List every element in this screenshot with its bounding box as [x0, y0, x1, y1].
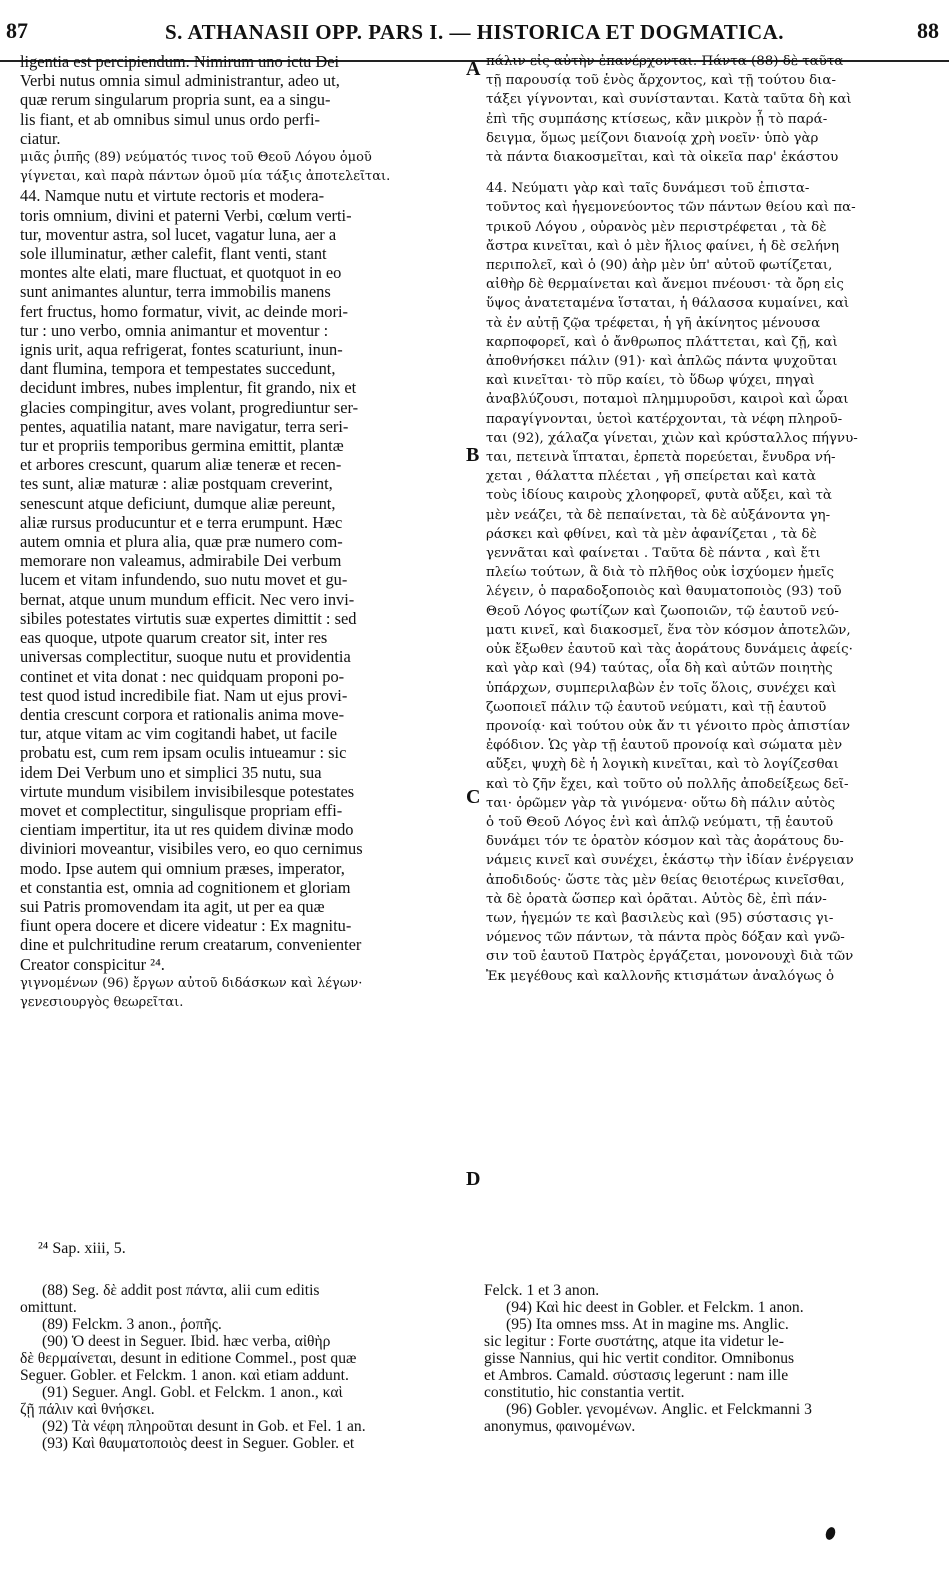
latin-line: sunt animantes aluntur, terra immobilis manens [20, 282, 331, 302]
greek-line: τὰ πάντα διακοσμεῖται, καὶ τὰ οἰκεῖα παρ' ἑκάστου [486, 150, 839, 166]
latin-line: tur, moventur astra, sol lucet, vagatur luna, aer a [20, 224, 337, 244]
ink-blot [824, 1526, 837, 1541]
apparatus-note: (94) Καὶ hic deest in Gobler. et Felckm. 1 anon. [506, 1299, 804, 1316]
margin-letter-a: A [466, 58, 481, 80]
latin-line: tes sunt, aliæ maturæ : aliæ postquam creverint, [20, 474, 333, 494]
latin-line: aliæ rursus producuntur et e terra erumpunt. Hæc [20, 512, 343, 532]
margin-letter-b: B [466, 444, 480, 466]
greek-line: τρικοῦ Λόγου , οὐρανὸς μὲν περιστρέφεται , τὰ δὲ [486, 219, 827, 235]
apparatus-note-cont: Seguer. Gobler. et Felckm. 1 anon. καὶ etiam addunt. [20, 1367, 349, 1384]
greek-line: ματι κινεῖ, καὶ διακοσμεῖ, ἕνα τὸν κόσμον ἀποτελῶν, [486, 622, 851, 638]
greek-line: ται, πετεινὰ ἵπταται, ἑρπετὰ πορεύεται, ἔνυδρα νή- [486, 450, 836, 466]
greek-line: λέγειν, ὁ παραδοξοποιὸς καὶ θαυματοποιὸς (93) τοῦ [486, 584, 842, 600]
latin-line: dentia crescunt corpora et rationalis anima move- [20, 704, 345, 724]
latin-column [20, 52, 466, 1012]
latin-line: diviniori moveantur, visibiles vero, eo quo cernimus [20, 839, 363, 859]
greek-line: καρποφορεῖ, καὶ ὁ ἄνθρωπος πλάττεται, καὶ ζῇ, καὶ [486, 334, 838, 350]
greek-line: ὁ τοῦ Θεοῦ Λόγος ἑνὶ καὶ ἁπλῷ νεύματι, τῇ ἑαυτοῦ [486, 814, 834, 830]
greek-line: ἀποθνήσκει πάλιν (91)· καὶ ἁπλῶς πάντα ψυχοῦται [486, 354, 838, 370]
greek-line: νάμεις κινεῖ καὶ συνέχει, ἑκάστῳ τὴν ἰδίαν ἐνέργειαν [486, 853, 854, 869]
greek-line: ἀποδιδούς· ὥστε τὰς μὲν θείας θειοτέρως κινεῖσθαι, [486, 872, 845, 888]
greek-line: τὰ ἐν αὐτῇ ζῷα τρέφεται, ἡ γῆ ἀκίνητος μένουσα [486, 315, 821, 331]
latin-line: dant flumina, tempora et tempestates succedunt, [20, 359, 336, 379]
latin-line: toris omnium, divini et paterni Verbi, cœlum verti- [20, 205, 352, 225]
greek-line: 44. Νεύματι γὰρ καὶ ταῖς δυνάμεσι τοῦ ἐπιστα- [486, 181, 810, 197]
latin-line: ciatur. [20, 128, 61, 148]
running-title: S. ATHANASII OPP. PARS I. — HISTORICA ET DOGMATICA. [164, 20, 785, 44]
apparatus-note: Felck. 1 et 3 anon. [484, 1282, 600, 1299]
latin-line: tur, atque vitam ac vim cogitandi habet, ut facile [20, 724, 338, 744]
latin-line: test quod istud incredibile fiat. Nam ut ejus provi- [20, 685, 348, 705]
greek-line: τῇ παρουσίᾳ τοῦ ἑνὸς ἄρχοντος, καὶ τῇ τούτου δια- [486, 73, 836, 89]
greek-line: ἄστρα κινεῖται, καὶ ὁ μὲν ἥλιος φαίνει, ἡ δὲ σελήνη [486, 238, 840, 254]
latin-line: senescunt atque deficiunt, dumque aliæ pereunt, [20, 493, 336, 513]
apparatus-note: (90) Ὁ deest in Seguer. Ibid. hæc verba, αἰθὴρ [42, 1333, 331, 1350]
right-page-number: 88 [917, 18, 939, 43]
latin-line: fiunt opera docere et dicere videatur : Ex magnitu- [20, 916, 352, 936]
latin-line: lis fiant, et ab omnibus simul unus ordo perfi- [20, 109, 321, 129]
greek-line: Ἐκ μεγέθους καὶ καλλονῆς κτισμάτων ἀναλόγως ὁ [486, 968, 835, 984]
latin-line: bernat, atque unum mundum efficit. Nec vero invi- [20, 589, 355, 609]
apparatus-note: (88) Seg. δὲ addit post πάντα, alii cum editis [42, 1282, 320, 1299]
latin-line: dine et pulchritudine rerum creatarum, convenienter [20, 935, 362, 955]
greek-line: μιᾶς ῥιπῆς (89) νεύματός τινος τοῦ Θεοῦ Λόγου ὁμοῦ [20, 150, 372, 166]
latin-line: fert fructus, homo formatur, vivit, ac deinde mori- [20, 301, 348, 321]
greek-line: τοὺς ἰδίους καιροὺς χλοηφορεῖ, φυτὰ αὔξει, καὶ τὰ [486, 488, 832, 504]
greek-line: καὶ κινεῖται· τὸ πῦρ καίει, τὸ ὕδωρ ψύχει, πηγαὶ [486, 373, 815, 389]
greek-line: προνοίᾳ· καὶ τούτου οὐκ ἄν τι γένοιτο πρὸς ἀπιστίαν [486, 718, 851, 734]
greek-line: γίγνεται, καὶ παρὰ πάντων ὁμοῦ μία τάξις ἀποτελεῖται. [20, 169, 391, 185]
latin-line: probatu est, cum rem ipsam oculis intueamur : sic [20, 743, 347, 763]
apparatus-note-cont: gisse Nannius, qui hic vertit conditor. Omnibonus [484, 1350, 795, 1367]
latin-line: montes alte elati, mare fluctuat, et quotquot in eo [20, 263, 342, 283]
latin-line: modo. Ipse autem qui omnium præses, imperator, [20, 858, 345, 878]
greek-line: αὔξει, ψυχὴ δὲ ἡ λογικὴ κινεῖται, καὶ τὸ λογίζεσθαι [486, 757, 839, 773]
apparatus-note-cont: omittunt. [20, 1299, 77, 1316]
greek-line: πάλιν εἰς αὐτὴν ἐπανέρχονται. Πάντα (88) δὲ ταῦτα [486, 54, 844, 69]
latin-line: pentes, aquatilia natant, mare navigatur, terra seri- [20, 416, 349, 436]
greek-line: ὑπάρχων, συμπεριλαβὼν ἐν τοῖς ὅλοις, συνέχει καὶ [486, 680, 837, 696]
apparatus-note-cont: anonymus, φαινομένων. [484, 1418, 636, 1435]
greek-line: περιπολεῖ, καὶ ὁ (90) ἀὴρ μὲν ὑπ' αὐτοῦ φωτίζεται, [486, 258, 833, 274]
greek-line: πλείω τούτων, ἃ διὰ τὸ πλῆθος οὐκ ἰσχύομεν ἡμεῖς [486, 565, 835, 581]
latin-line: tur : uno verbo, omnia animantur et moventur : [20, 320, 329, 340]
latin-line: Verbi nutus omnia simul administrantur, adeo ut, [20, 71, 340, 91]
greek-line: γενεσιουργὸς θεωρεῖται. [20, 994, 184, 1010]
greek-line: ται· ὁρῶμεν γὰρ τὰ γινόμενα· οὕτω δὴ πάλιν αὐτὸς [486, 795, 836, 811]
margin-letter-d: D [466, 1168, 481, 1190]
greek-line: ἐφόδιον. Ὡς γὰρ τῇ ἑαυτοῦ προνοίᾳ καὶ σώματα μὲν [486, 738, 843, 754]
apparatus-note: (91) Seguer. Angl. Gobl. et Felckm. 1 anon., καὶ [42, 1384, 343, 1401]
latin-line: et arbores crescunt, quarum aliæ teneræ et recen- [20, 455, 342, 475]
latin-line: virtute mundum visibilem invisibilesque potestates [20, 781, 355, 801]
greek-line: ὕψος ἀνατεταμένα ἵσταται, ἡ θάλασσα κυμαίνει, καὶ [486, 296, 850, 312]
greek-line: ἀναβλύζουσι, ποταμοὶ πλημμυροῦσι, καιροὶ καὶ ὧραι [486, 392, 849, 408]
greek-line: ράσκει καὶ φθίνει, καὶ τὰ μὲν ἀφανίζεται , τὰ δὲ [486, 526, 817, 542]
greek-line: τάξει γίγνονται, καὶ συνίστανται. Κατὰ ταῦτα δὴ καὶ [486, 92, 852, 108]
greek-line: τοῦντος καὶ ἡγεμονεύοντος τῶν πάντων θείου καὶ πα- [486, 200, 856, 216]
apparatus-note-cont: constitutio, hic constantia vertit. [484, 1384, 685, 1401]
apparatus-note: (93) Καὶ θαυματοποιὸς deest in Seguer. Gobler. et [42, 1435, 355, 1452]
latin-line: cientiam impertitur, ita ut res quidem divinæ modo [20, 820, 354, 840]
greek-line: ται (92), χάλαζα γίνεται, χιὼν καὶ κρύσταλλος πήγνυ- [486, 430, 858, 446]
latin-line: quæ rerum singularum propria sunt, ea a singu- [20, 90, 331, 110]
latin-line: ligentia est percipiendum. Nimirum uno ictu Dei [20, 52, 340, 71]
greek-line: σιν τοῦ ἑαυτοῦ Πατρὸς ἐργάζεται, μονονουχὶ διὰ τῶν [486, 949, 854, 965]
running-header [0, 18, 949, 48]
latin-line: glacies compingitur, aves volant, progrediuntur ser- [20, 397, 359, 417]
greek-line: δειγμα, ὅμως μείζονι διανοίᾳ χρὴ νοεῖν· ὑπὸ γὰρ [486, 130, 819, 146]
greek-line: ζωοποιεῖ πάλιν τῷ ἑαυτοῦ νεύματι, καὶ τῇ ἑαυτοῦ [486, 699, 827, 715]
greek-line: χεται , θάλαττα πλέεται , γῆ σπείρεται καὶ κατὰ [486, 469, 816, 485]
latin-line: lucem et vitam infundendo, suo nutu movet et gu- [20, 570, 348, 590]
apparatus-note: (95) Ita omnes mss. At in magine ms. Anglic. [506, 1316, 789, 1333]
scripture-footnote: ²⁴ Sap. xiii, 5. [38, 1240, 126, 1257]
greek-line: δυνάμει τόν τε ὁρατὸν κόσμον καὶ τὰς ἀοράτους δυ- [486, 834, 844, 850]
latin-line: universas complectitur, suoque nutu et providentia [20, 647, 351, 667]
apparatus-note-cont: sic legitur : Forte συστάτης, atque ita videtur le- [484, 1333, 784, 1350]
apparatus-note: (89) Felckm. 3 anon., ῥοπῆς. [42, 1316, 222, 1333]
latin-line: movet et complectitur, singulisque propriam effi- [20, 800, 343, 820]
margin-letter-c: C [466, 786, 481, 808]
latin-line: eas quoque, utpote quarum creator sit, inter res [20, 628, 328, 648]
latin-line: idem Dei Verbum uno et simplici 35 nutu, sua [20, 762, 322, 782]
apparatus-note-cont: δὲ θερμαίνεται, desunt in editione Commel., post quæ [20, 1350, 357, 1367]
latin-line: sibiles potestates virtutis suæ expertes dimittit : sed [20, 608, 357, 628]
apparatus-right [484, 1282, 924, 1435]
latin-line: et constantia est, omnia ad cognitionem et gloriam [20, 877, 351, 897]
latin-line: ignis urit, aqua refrigerat, fontes scaturiunt, inun- [20, 340, 343, 360]
greek-line: γιγνομένων (96) ἔργων αὐτοῦ διδάσκων καὶ λέγων· [20, 975, 363, 991]
greek-line: τὰ δὲ ὁρατὰ ὥσπερ καὶ ὁρᾶται. Αὐτὸς δὲ, ἐπὶ πάν- [486, 891, 827, 907]
apparatus-left [20, 1282, 466, 1452]
latin-line: decidunt imbres, nubes implentur, fit grando, nix et [20, 378, 357, 398]
greek-line: νόμενος τῶν πάντων, τὰ πάντα πρὸς δόξαν καὶ γνῶ- [486, 930, 845, 946]
latin-line: sole illuminatur, æther calefit, flant venti, stant [20, 244, 327, 264]
greek-line: καὶ γὰρ καὶ (94) ταύτας, οἷα δὴ καὶ αὐτῶν ποιητὴς [486, 661, 833, 677]
greek-line: των, ἡγεμών τε καὶ βασιλεὺς καὶ (95) σύστασις γι- [486, 910, 834, 926]
apparatus-note-cont: ζῇ πάλιν καὶ θνήσκει. [20, 1401, 155, 1418]
latin-line: tur et propriis temporibus germina emittit, plantæ [20, 436, 344, 456]
greek-line: οὐκ ἔξωθεν ἑαυτοῦ καὶ τὰς ἀοράτους δυνάμεις ἀφείς· [486, 642, 853, 658]
latin-line: autem omnia et plura alia, quæ præ numero com- [20, 532, 343, 552]
greek-line: μὲν νεάζει, τὰ δὲ πεπαίνεται, τὰ δὲ αὐξάνοντα γη- [486, 507, 831, 523]
latin-line: continet et vita donat : nec quidquam proponi po- [20, 666, 345, 686]
greek-line: Θεοῦ Λόγος φωτίζων καὶ ζωοποιῶν, τῷ ἑαυτοῦ νεύ- [486, 603, 839, 619]
latin-line: sui Patris promovendam ita agit, ut per ea quæ [20, 896, 325, 916]
greek-line: αἰθὴρ δὲ θερμαίνεται καὶ ἄνεμοι πνέουσι· τὰ ὄρη εἰς [486, 277, 844, 293]
greek-line: ἐπὶ τῆς συμπάσης κτίσεως, κἂν μικρὸν ᾖ τὸ παρά- [486, 111, 828, 127]
greek-line: παραγίγνονται, ὑετοὶ κατέρχονται, τὰ νέφη πληροῦ- [486, 411, 843, 427]
greek-line: γεννᾶται καὶ φαίνεται . Ταῦτα δὲ πάντα , καὶ ἔτι [486, 546, 821, 562]
latin-line: Creator conspicitur ²⁴. [20, 954, 165, 974]
latin-line: 44. Namque nutu et virtute rectoris et modera- [20, 186, 325, 206]
apparatus-note: (92) Τὰ νέφη πληροῦται desunt in Gob. et Fel. 1 an. [42, 1418, 366, 1435]
apparatus-note: (96) Gobler. γενομένων. Anglic. et Felckmanni 3 [506, 1401, 812, 1418]
greek-line: καὶ τὸ ζῆν ἔχει, καὶ τοῦτο οὐ πολλῆς ἀποδείξεως δεῖ- [486, 776, 849, 792]
apparatus-note-cont: et Ambros. Camald. σύστασις legerunt : nam ille [484, 1367, 789, 1384]
left-page-number: 87 [6, 18, 28, 43]
latin-line: memorare non valeamus, admirabile Dei verbum [20, 551, 342, 571]
greek-column [486, 52, 918, 986]
